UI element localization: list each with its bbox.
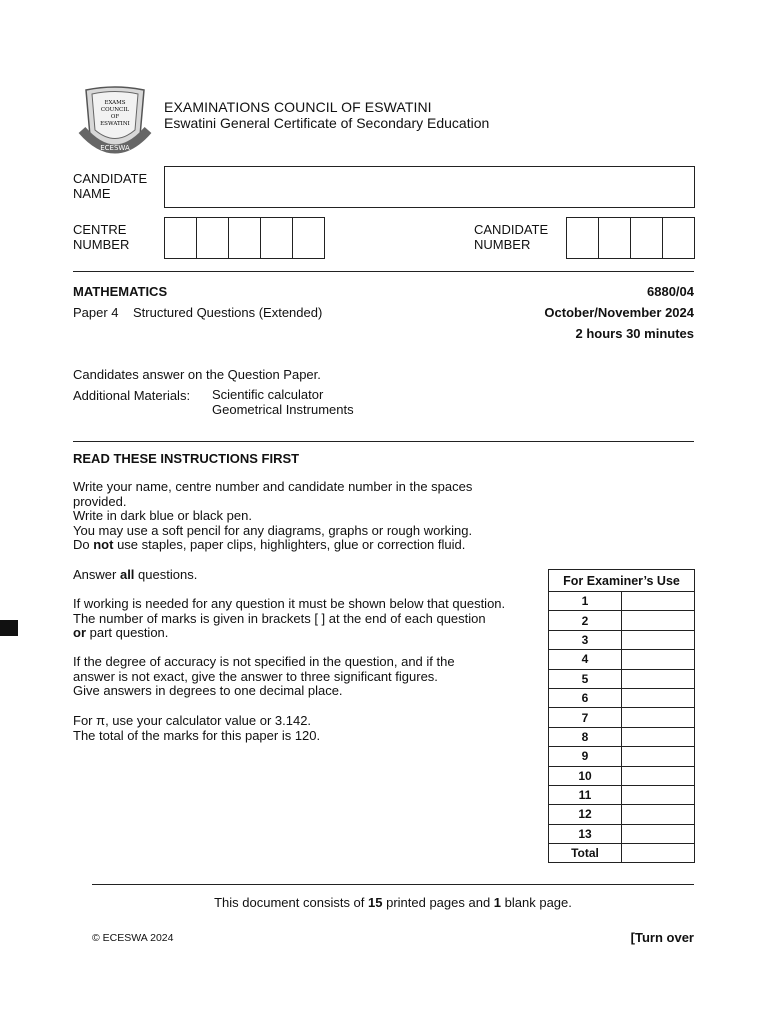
table-row: 6 — [549, 688, 695, 707]
examiner-use-table — [548, 569, 695, 863]
paper-code: 6880/04 — [647, 284, 694, 299]
table-row: 2 — [549, 611, 695, 630]
total-cell — [622, 844, 695, 863]
instructions-block-3: If working is needed for any question it must be shown below that question. The number of marks is given in brackets [ ] at the end of each question or part question. — [73, 596, 506, 641]
answer-on-note: Candidates answer on the Question Paper. — [73, 367, 321, 382]
candidate-digit-box[interactable] — [630, 217, 662, 259]
mark-cell — [622, 805, 695, 824]
turn-over: [Turn over — [630, 930, 694, 945]
mark-cell — [622, 669, 695, 688]
svg-text:ESWATINI: ESWATINI — [100, 121, 130, 127]
instructions-heading: READ THESE INSTRUCTIONS FIRST — [73, 451, 300, 466]
centre-digit-box[interactable] — [260, 217, 292, 259]
centre-digit-box[interactable] — [228, 217, 260, 259]
svg-text:EXAMS: EXAMS — [104, 100, 126, 106]
table-row: 7 — [549, 708, 695, 727]
exam-duration: 2 hours 30 minutes — [575, 326, 694, 341]
table-row: 1 — [549, 592, 695, 611]
additional-materials-label: Additional Materials: — [73, 388, 191, 403]
council-name: EXAMINATIONS COUNCIL OF ESWATINI — [164, 99, 432, 115]
instructions-block-1: Write your name, centre number and candidate number in the spaces provided. Write in dark blue or black pen. You may use a soft pencil for any diagrams, graphs or rough working. Do not use staples, paper clips, highlighters, glue or correction fluid. — [73, 479, 473, 553]
candidate-name-label: CANDIDATE NAME — [73, 171, 148, 201]
svg-text:OF: OF — [110, 114, 120, 120]
divider — [73, 271, 694, 272]
centre-number-label: CENTRE NUMBER — [73, 222, 130, 252]
instructions-block-4: If the degree of accuracy is not specified in the question, and if the answer is not exact, give the answer to three significant figures. Give answers in degrees to one decimal place. — [73, 654, 455, 699]
centre-digit-box[interactable] — [292, 217, 325, 259]
candidate-digit-box[interactable] — [566, 217, 598, 259]
margin-mark — [0, 620, 18, 636]
candidate-name-field[interactable] — [164, 166, 695, 208]
table-row: 11 — [549, 785, 695, 804]
divider — [92, 884, 694, 885]
svg-text:COUNCIL: COUNCIL — [100, 107, 130, 113]
mark-cell — [622, 630, 695, 649]
copyright: © ECESWA 2024 — [92, 932, 174, 944]
mark-cell — [622, 611, 695, 630]
table-row: 10 — [549, 766, 695, 785]
table-row: 3 — [549, 630, 695, 649]
paper-description: Paper 4 Structured Questions (Extended) — [73, 305, 323, 320]
instructions-block-5: For π, use your calculator value or 3.142. The total of the marks for this paper is 120. — [73, 713, 321, 743]
mark-cell — [622, 727, 695, 746]
mark-cell — [622, 592, 695, 611]
table-row: 13 — [549, 824, 695, 843]
mark-cell — [622, 747, 695, 766]
mark-cell — [622, 708, 695, 727]
centre-digit-box[interactable] — [164, 217, 196, 259]
table-row: 5 — [549, 669, 695, 688]
eceswa-logo — [78, 84, 152, 160]
svg-text:ECESWA: ECESWA — [100, 144, 130, 152]
mark-cell — [622, 785, 695, 804]
examiner-table-heading: For Examiner’s Use — [549, 570, 695, 592]
mark-cell — [622, 650, 695, 669]
table-row: 8 — [549, 727, 695, 746]
table-row: 12 — [549, 805, 695, 824]
mark-cell — [622, 824, 695, 843]
table-row: 4 — [549, 650, 695, 669]
centre-digit-box[interactable] — [196, 217, 228, 259]
candidate-number-label: CANDIDATE NUMBER — [474, 222, 549, 252]
table-row: 9 — [549, 747, 695, 766]
table-row-total: Total — [549, 844, 695, 863]
candidate-digit-box[interactable] — [598, 217, 630, 259]
mark-cell — [622, 688, 695, 707]
candidate-digit-box[interactable] — [662, 217, 695, 259]
subject-title: MATHEMATICS — [73, 284, 168, 299]
page-count-note: This document consists of 15 printed pages and 1 blank page. — [214, 895, 572, 910]
certificate-title: Eswatini General Certificate of Secondary Education — [164, 115, 490, 131]
instructions-block-2: Answer all questions. — [73, 567, 198, 582]
centre-number-field[interactable] — [164, 217, 325, 259]
additional-materials-list: Scientific calculator Geometrical Instruments — [212, 387, 354, 417]
candidate-number-field[interactable] — [566, 217, 695, 259]
exam-session: October/November 2024 — [544, 305, 694, 320]
mark-cell — [622, 766, 695, 785]
divider — [73, 441, 694, 442]
